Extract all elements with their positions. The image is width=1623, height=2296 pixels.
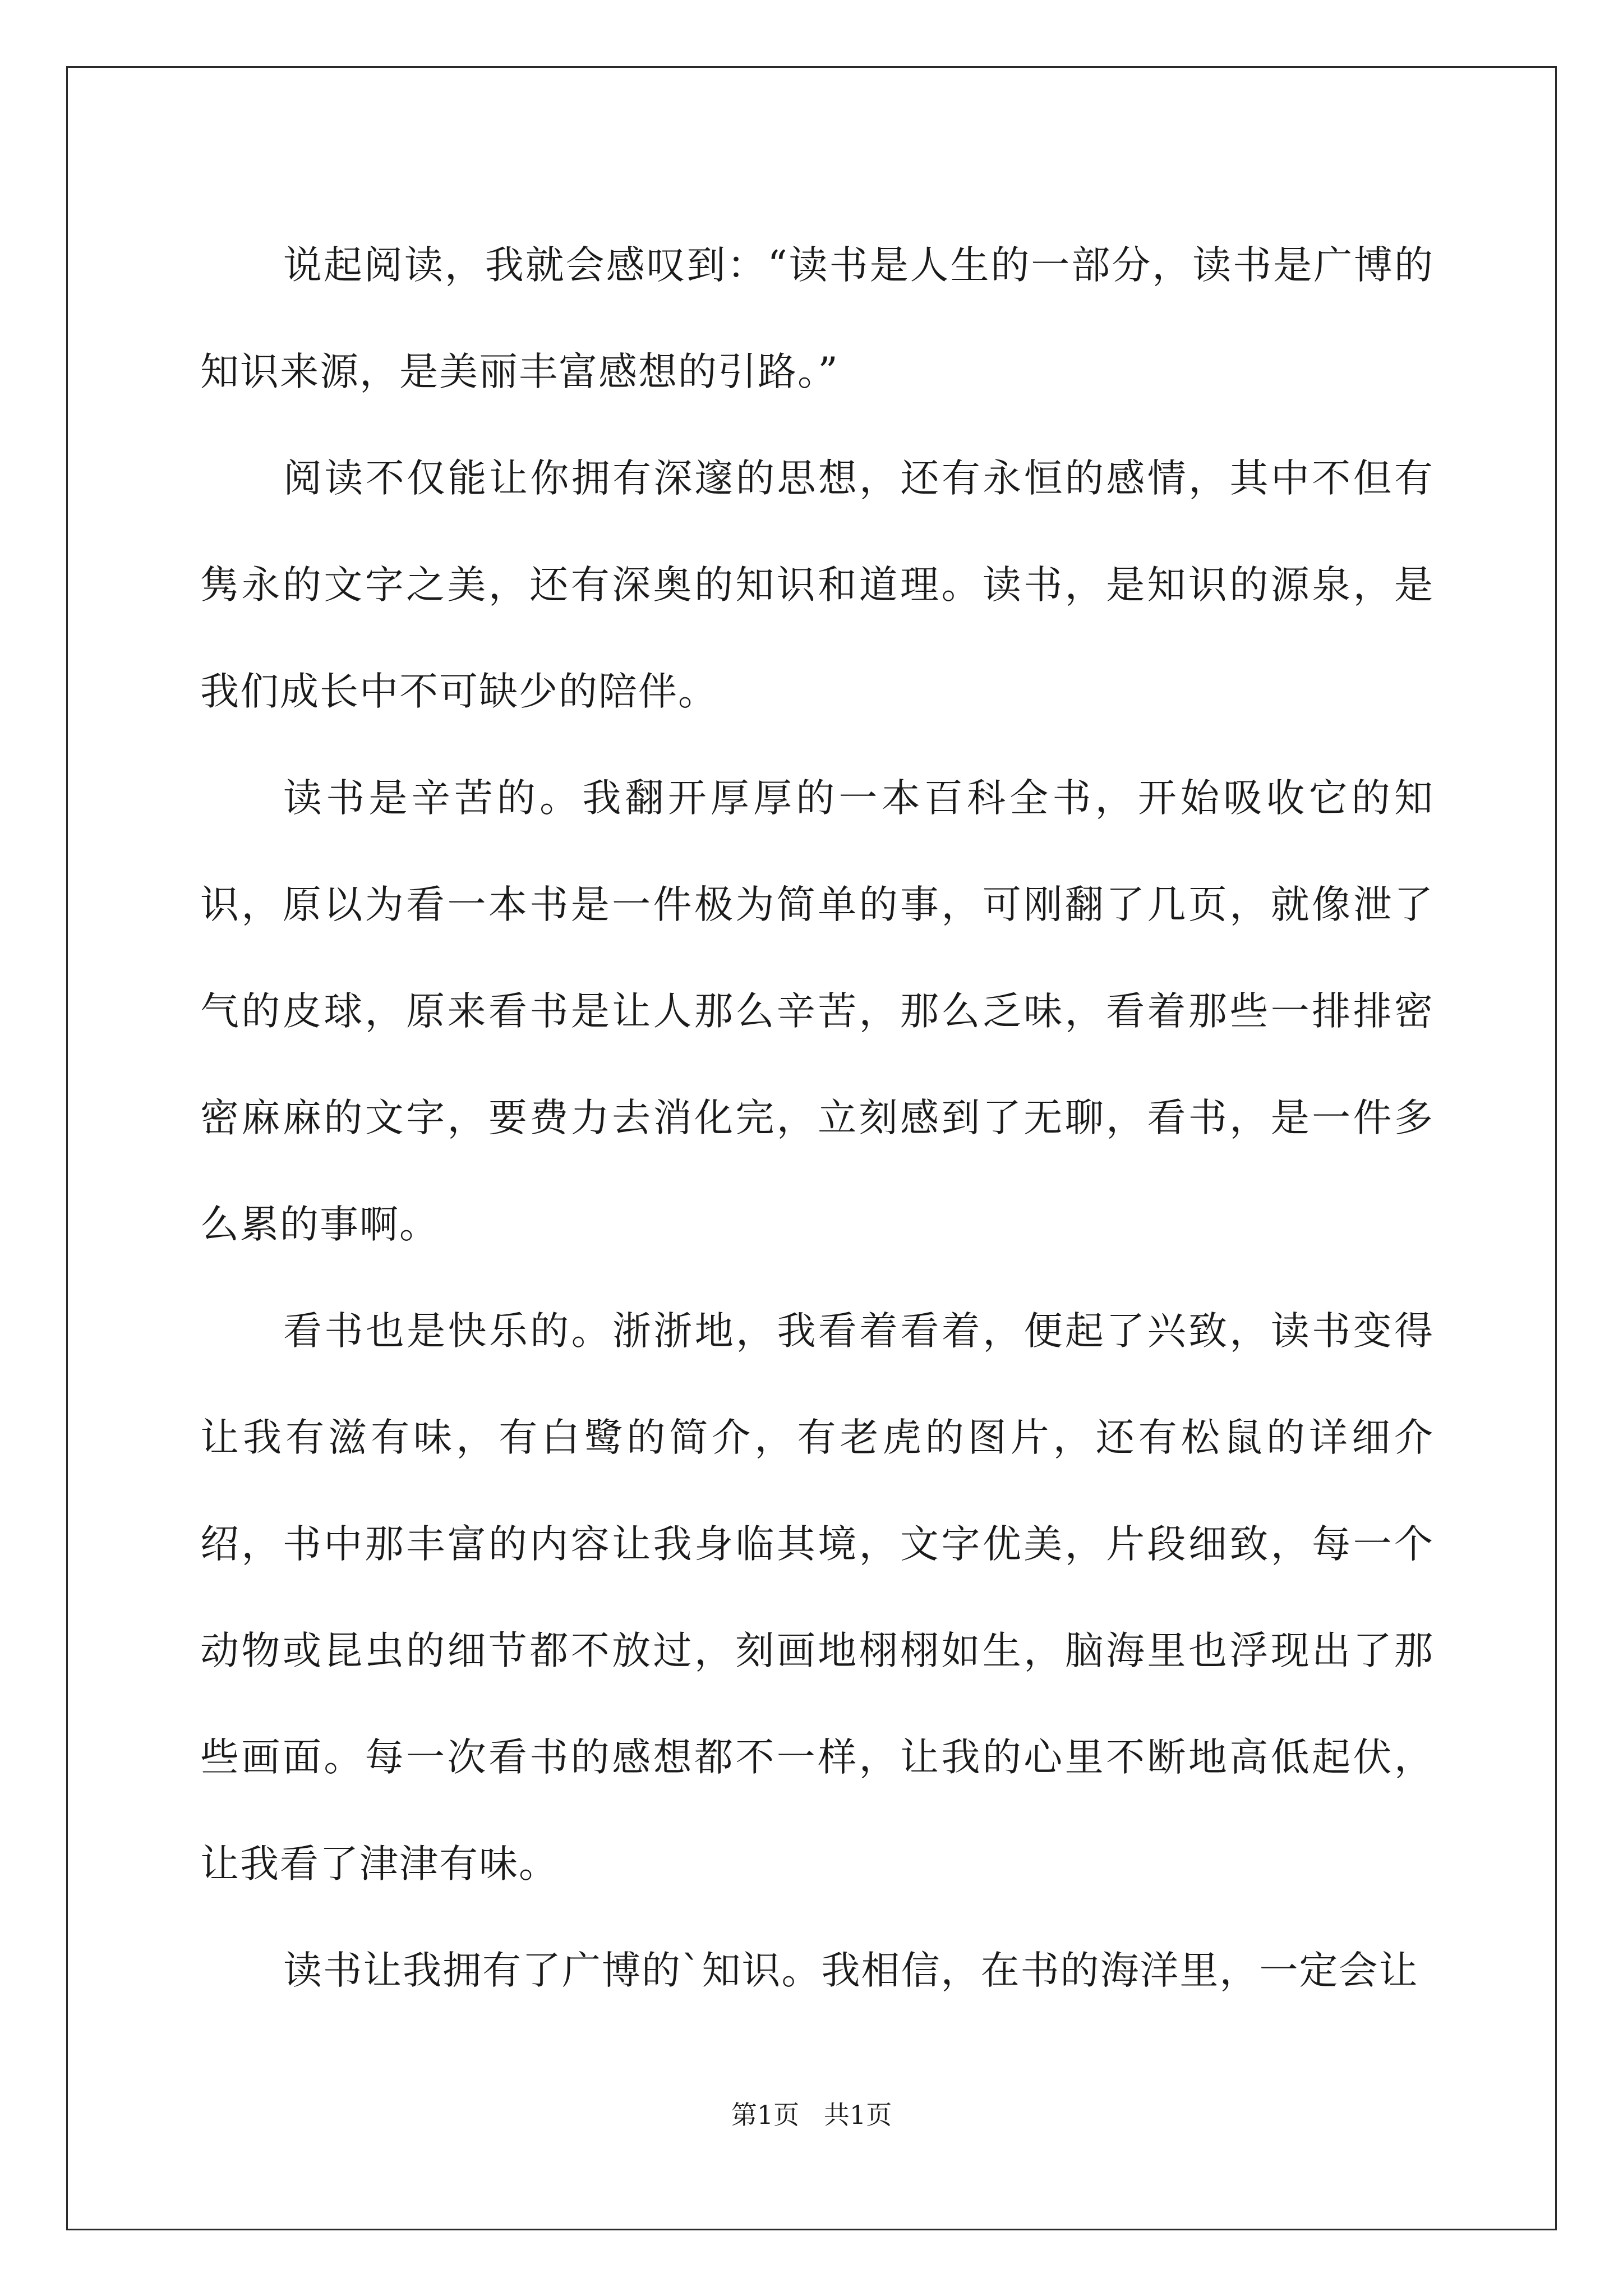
paragraph-1: 说起阅读，我就会感叹到：“读书是人生的一部分，读书是广博的知识来源，是美丽丰富感想的引路。”: [200, 243, 1434, 394]
paragraph-2: 阅读不仅能让你拥有深邃的思想，还有永恒的感情，其中不但有隽永的文字之美，还有深奥的知识和道理。读书，是知识的源泉，是我们成长中不可缺少的陪伴。: [200, 456, 1434, 714]
paragraph-5: 读书让我拥有了广博的`知识。我相信，在书的海洋里，一定会让: [283, 1948, 1419, 1993]
paragraph-3: 读书是辛苦的。我翻开厚厚的一本百科全书，开始吸收它的知识，原以为看一本书是一件极为简单的事，可刚翻了几页，就像泄了气的皮球，原来看书是让人那么辛苦，那么乏味，看着那些一排排密密麻麻的文字，要费力去消化完，立刻感到了无聊，看书，是一件多么累的事啊。: [200, 776, 1434, 1247]
page-number-footer: 第1页 共1页: [731, 2100, 892, 2130]
document-body: [200, 212, 1434, 2024]
paragraph-4: 看书也是快乐的。浙浙地，我看着看着，便起了兴致，读书变得让我有滋有味，有白鹭的简介，有老虎的图片，还有松鼠的详细介绍，书中那丰富的内容让我身临其境，文字优美，片段细致，每一个动物或昆虫的细节都不放过，刻画地栩栩如生，脑海里也浮现出了那些画面。每一次看书的感想都不一样，让我的心里不断地高低起伏，让我看了津津有味。: [200, 1309, 1434, 1887]
